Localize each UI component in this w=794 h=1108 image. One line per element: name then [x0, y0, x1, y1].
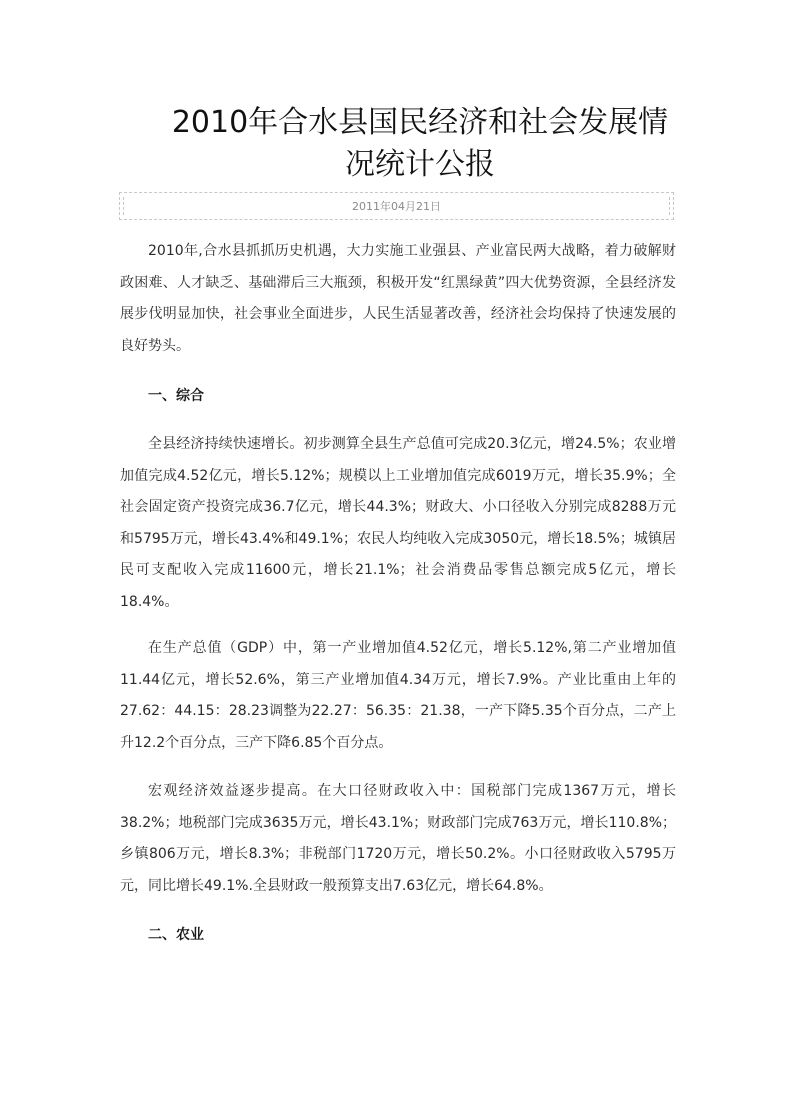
section-heading-general: 一、综合 — [148, 388, 204, 404]
general-paragraph-1: 全县经济持续快速增长。初步测算全县生产总值可完成20.3亿元，增24.5%；农业增加值完成4.52亿元，增长5.12%；规模以上工业增加值完成6019万元，增长35.9%；全社会固定资产投资完成36.7亿元，增长44.3%；财政大、小口径收入分别完成8288万元和5795万元，增长43.4%和49.1%；农民人均纯收入完成3050元，增长18.5%；城镇居民可支配收入完成11600元，增长21.1%；社会消费品零售总额完成5亿元，增长18.4%。 — [120, 436, 676, 610]
general-paragraph-3: 宏观经济效益逐步提高。在大口径财政收入中：国税部门完成1367万元，增长38.2%；地税部门完成3635万元，增长43.1%；财政部门完成763万元，增长110.8%；乡镇806万元，增长8.3%；非税部门1720万元，增长50.2%。小口径财政收入5795万元，同比增长49.1%.全县财政一般预算支出7.63亿元，增长64.8%。 — [120, 783, 676, 894]
intro-paragraph: 2010年,合水县抓抓历史机遇，大力实施工业强县、产业富民两大战略，着力破解财政困难、人才缺乏、基础滞后三大瓶颈，积极开发“红黑绿黄”四大优势资源，全县经济发展步伐明显加快，社会事业全面进步，人民生活显著改善，经济社会均保持了快速发展的良好势头。 — [120, 243, 676, 354]
section-heading-agriculture: 二、农业 — [148, 927, 204, 943]
page-title: 2010年合水县国民经济和社会发展情况统计公报 — [171, 105, 669, 182]
publish-date: 2011年04月21日 — [119, 192, 674, 220]
general-paragraph-2: 在生产总值（GDP）中，第一产业增加值4.52亿元，增长5.12%,第二产业增加值11.44亿元，增长52.6%，第三产业增加值4.34万元，增长7.9%。产业比重由上年的27.62：44.15：28.23调整为22.27：56.35：21.38，一产下降5.35个百分点，二产上升12.2个百分点，三产下降6.85个百分点。 — [120, 640, 676, 751]
